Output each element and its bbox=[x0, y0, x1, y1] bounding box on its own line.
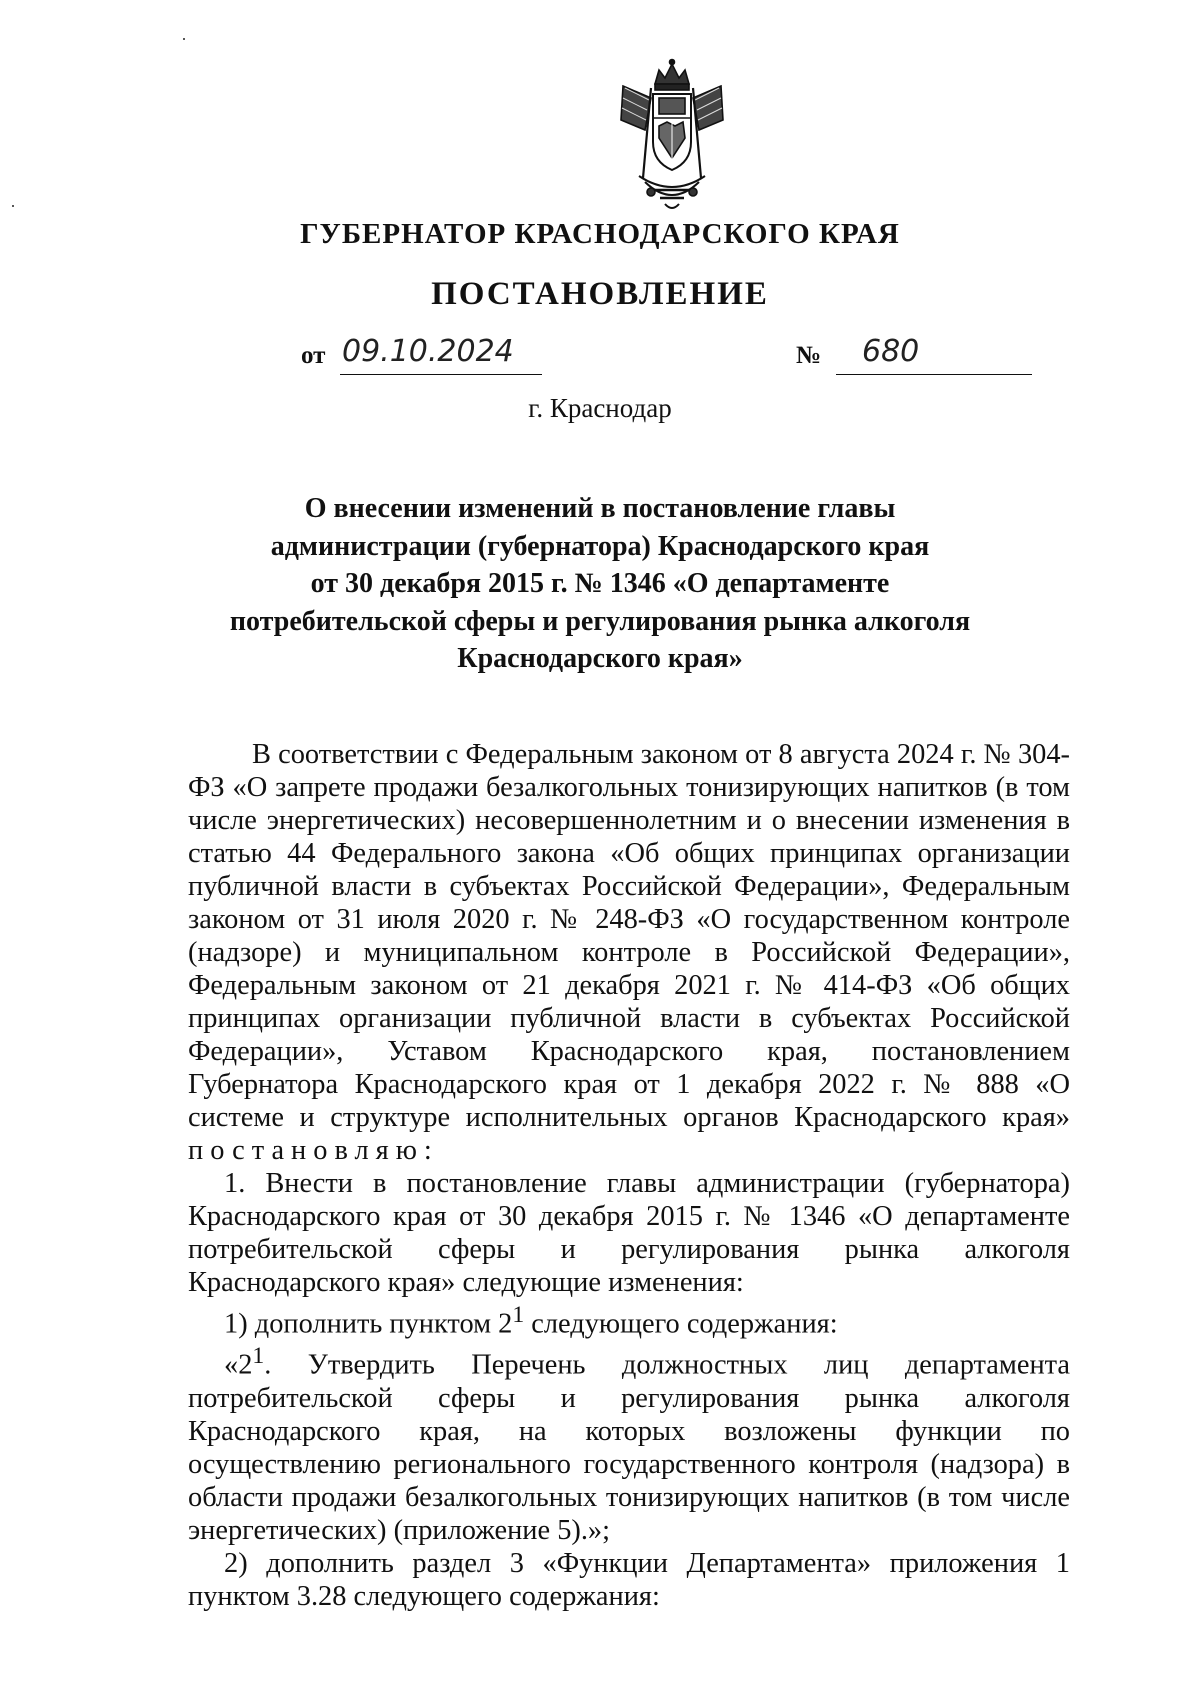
date-prefix: от bbox=[301, 342, 326, 369]
quoted-superscript: 1 bbox=[252, 1343, 265, 1370]
scan-speck bbox=[12, 205, 14, 207]
subitem-1-superscript: 1 bbox=[512, 1302, 525, 1328]
quoted-text-start: «2 bbox=[224, 1349, 253, 1381]
title-line: Краснодарского края» bbox=[457, 643, 743, 674]
coat-of-arms-icon bbox=[615, 58, 729, 216]
number-prefix: № bbox=[796, 342, 822, 369]
number-underline bbox=[836, 374, 1032, 375]
date-underline bbox=[340, 374, 542, 375]
item-1-paragraph: 1. Внести в постановление главы администрации (губернатора) Краснодарского края от 30 декабря 2015 г. № 1346 «О департаменте потребительской сферы и регулирования рынка алкоголя Краснодарского края» следующие изменения: bbox=[188, 1168, 1070, 1298]
handwritten-number: 680 bbox=[862, 334, 920, 369]
document-title bbox=[210, 490, 990, 678]
document-type-heading: ПОСТАНОВЛЕНИЕ bbox=[431, 276, 769, 312]
subitem-1-text: 1) дополнить пунктом 2 bbox=[224, 1308, 513, 1340]
scan-speck bbox=[183, 38, 185, 40]
subitem-1-paragraph bbox=[188, 1299, 1070, 1340]
title-line: потребительской сферы и регулирования рынка алкоголя bbox=[229, 605, 971, 637]
title-line: администрации (губернатора) Краснодарского края bbox=[270, 530, 930, 562]
decree-word: постановляю: bbox=[188, 1135, 439, 1166]
subitem-1-text-end: следующего содержания: bbox=[524, 1308, 838, 1340]
subitem-2-paragraph: 2) дополнить раздел 3 «Функции Департамента» приложения 1 пунктом 3.28 следующего содержания: bbox=[188, 1547, 1070, 1612]
title-line: от 30 декабря 2015 г. № 1346 «О департаменте bbox=[310, 568, 890, 599]
authority-heading: ГУБЕРНАТОР КРАСНОДАРСКОГО КРАЯ bbox=[300, 218, 900, 250]
preamble-paragraph bbox=[188, 738, 1070, 1167]
document-body bbox=[188, 738, 1070, 1613]
quoted-paragraph bbox=[188, 1340, 1070, 1546]
title-line: О внесении изменений в постановление главы bbox=[304, 493, 896, 524]
handwritten-date: 09.10.2024 bbox=[342, 334, 514, 369]
preamble-text: В соответствии с Федеральным законом от 8 августа 2024 г. № 304-ФЗ «О запрете продажи безалкогольных тонизирующих напитков (в том числе энергетических) несовершеннолетним и о внесении изменения в статью 44 Федерального закона «Об общих принципах организации публичной власти в субъектах Российской Федерации», Федеральным законом от 31 июля 2020 г. № 248-ФЗ «О государственном контроле (надзоре) и муниципальном контроле в Российской Федерации», Федеральным законом от 21 декабря 2021 г. № 414-ФЗ «Об общих принципах организации публичной власти в субъектах Российской Федерации», Уставом Краснодарского края, постановлением Губернатора Краснодарского края от 1 декабря 2022 г. № 888 «О системе и структуре исполнительных органов Краснодарского края» bbox=[188, 739, 1070, 1133]
city-label: г. Краснодар bbox=[528, 393, 672, 423]
quoted-text: . Утвердить Перечень должностных лиц департамента потребительской сферы и регулирования рынка алкоголя Краснодарского края, на которых возложены функции по осуществлению регионального государственного контроля (надзора) в области продажи безалкогольных тонизирующих напитков (в том числе энергетических) (приложение 5).»; bbox=[188, 1349, 1070, 1546]
